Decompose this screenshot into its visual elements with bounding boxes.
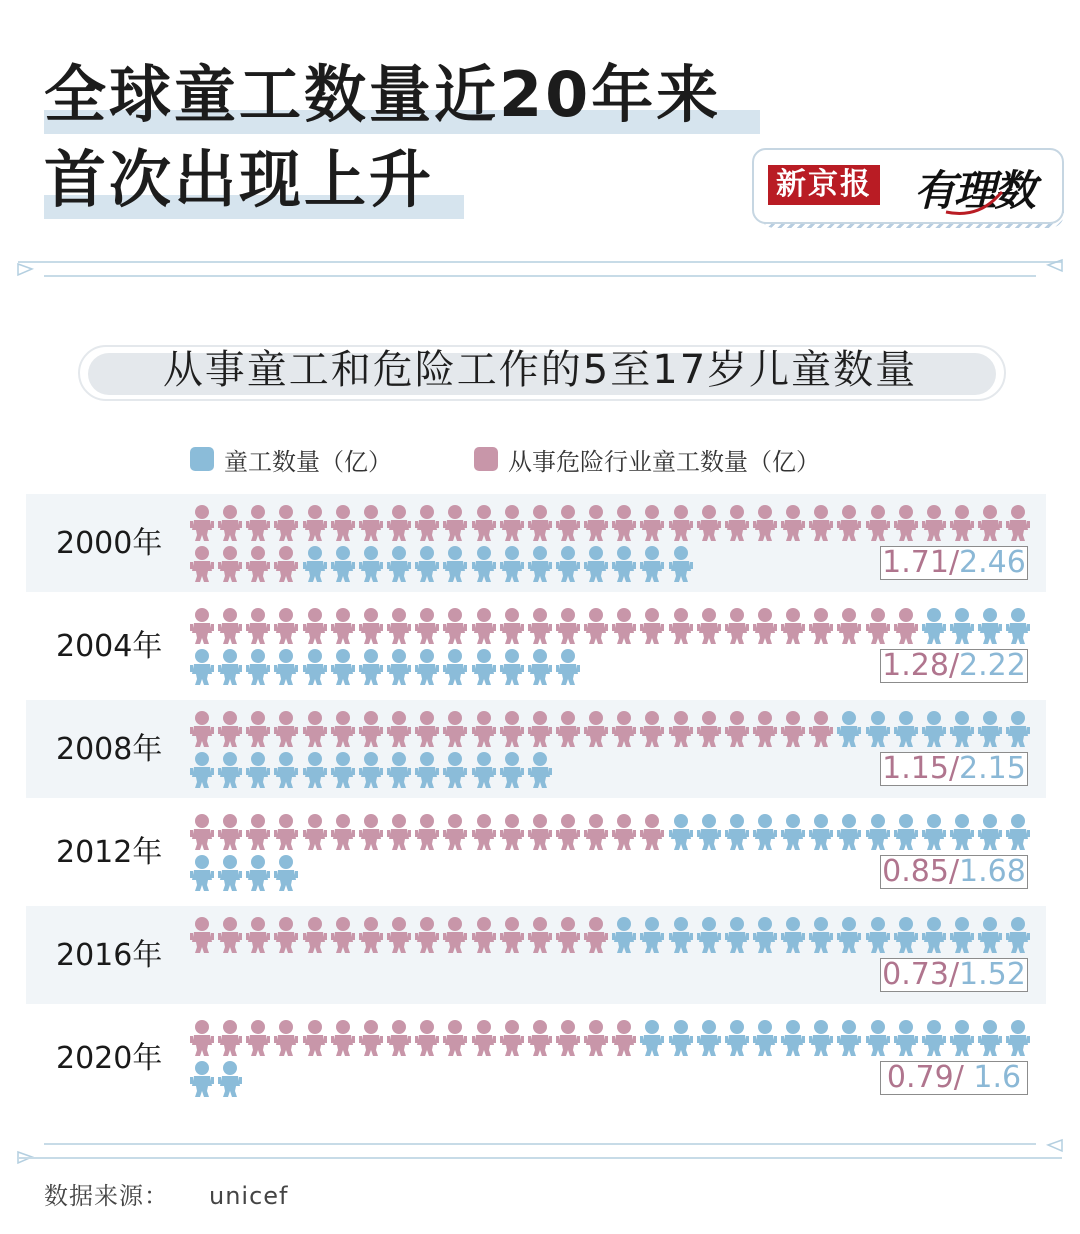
hazardous-child-figure-icon [612,710,636,748]
hazardous-child-figure-icon [809,607,833,645]
hazardous-child-figure-icon [218,545,242,583]
child-labour-figure-icon [443,545,467,583]
hazardous-child-figure-icon [443,813,467,851]
hazardous-child-figure-icon [528,1019,552,1057]
hazardous-child-figure-icon [274,813,298,851]
year-label: 2004年 [56,629,163,664]
hazardous-child-figure-icon [500,1019,524,1057]
total-value: 1.52 [959,957,1026,992]
child-labour-figure-icon [303,751,327,789]
child-labour-figure-icon [556,545,580,583]
hazardous-child-figure-icon [359,1019,383,1057]
child-labour-figure-icon [472,751,496,789]
hazardous-child-figure-icon [415,1019,439,1057]
hazardous-child-figure-icon [472,1019,496,1057]
child-labour-figure-icon [866,710,890,748]
hazardous-child-figure-icon [218,504,242,542]
hazardous-child-figure-icon [753,607,777,645]
child-labour-figure-icon [218,751,242,789]
hazardous-child-figure-icon [331,813,355,851]
hazardous-child-figure-icon [331,504,355,542]
hazardous-child-figure-icon [331,916,355,954]
hazardous-child-figure-icon [612,813,636,851]
hazardous-child-figure-icon [500,504,524,542]
legend-item-hazardous [474,442,820,476]
hazardous-child-figure-icon [669,504,693,542]
hazardous-child-figure-icon [190,916,214,954]
value-label-box [880,546,1028,580]
child-labour-figure-icon [528,545,552,583]
hazardous-child-figure-icon [500,710,524,748]
value-separator: / [948,545,960,580]
child-labour-figure-icon [218,854,242,892]
hazardous-child-figure-icon [528,607,552,645]
hazardous-child-figure-icon [753,504,777,542]
source-value: unicef [209,1182,289,1210]
child-labour-figure-icon [753,813,777,851]
child-labour-figure-icon [274,751,298,789]
hazardous-child-figure-icon [274,916,298,954]
hazardous-child-figure-icon [190,813,214,851]
child-labour-figure-icon [894,916,918,954]
child-labour-figure-icon [612,916,636,954]
child-labour-figure-icon [218,1060,242,1098]
hazardous-child-figure-icon [415,916,439,954]
child-labour-figure-icon [950,607,974,645]
child-labour-figure-icon [556,648,580,686]
child-labour-figure-icon [584,545,608,583]
child-labour-figure-icon [978,607,1002,645]
child-labour-figure-icon [415,751,439,789]
child-labour-figure-icon [669,1019,693,1057]
hazardous-child-figure-icon [443,710,467,748]
year-label: 2008年 [56,732,163,767]
legend-swatch-pink [474,447,498,471]
hazardous-child-figure-icon [1006,504,1030,542]
child-labour-figure-icon [415,648,439,686]
value-separator: / [948,957,960,992]
bottom-divider [0,1136,1080,1166]
hazardous-child-figure-icon [894,607,918,645]
hazardous-value: 1.28 [882,648,949,683]
child-labour-figure-icon [190,751,214,789]
hazardous-child-figure-icon [697,504,721,542]
value-label-box [880,649,1028,683]
hazardous-child-figure-icon [303,710,327,748]
child-labour-figure-icon [753,916,777,954]
hazardous-child-figure-icon [922,504,946,542]
hazardous-child-figure-icon [472,813,496,851]
hazardous-child-figure-icon [218,710,242,748]
hazardous-child-figure-icon [640,710,664,748]
hazardous-child-figure-icon [303,813,327,851]
hazardous-child-figure-icon [443,1019,467,1057]
hazardous-child-figure-icon [359,710,383,748]
hazardous-child-figure-icon [950,504,974,542]
hazardous-child-figure-icon [556,916,580,954]
value-separator: / [953,1060,964,1095]
hazardous-child-figure-icon [528,710,552,748]
hazardous-child-figure-icon [584,813,608,851]
hazardous-child-figure-icon [190,545,214,583]
hazardous-value: 0.73 [882,957,949,992]
hazardous-child-figure-icon [612,607,636,645]
hazardous-child-figure-icon [303,607,327,645]
value-label-box [880,958,1028,992]
legend-item-child-labour [190,442,392,476]
child-labour-figure-icon [697,1019,721,1057]
year-label: 2016年 [56,938,163,973]
hazardous-child-figure-icon [556,1019,580,1057]
hazardous-child-figure-icon [725,607,749,645]
child-labour-figure-icon [331,751,355,789]
child-labour-figure-icon [894,1019,918,1057]
child-labour-figure-icon [218,648,242,686]
logo-sub-text: 有理数 [914,166,1035,215]
child-labour-figure-icon [725,1019,749,1057]
child-labour-figure-icon [922,607,946,645]
child-labour-figure-icon [950,710,974,748]
hazardous-child-figure-icon [781,607,805,645]
child-labour-figure-icon [837,710,861,748]
total-value: 2.46 [959,545,1026,580]
top-divider [0,258,1080,288]
year-label: 2020年 [56,1041,163,1076]
hazardous-child-figure-icon [443,504,467,542]
child-labour-figure-icon [331,545,355,583]
child-labour-figure-icon [500,648,524,686]
child-labour-figure-icon [387,648,411,686]
hazardous-child-figure-icon [584,504,608,542]
child-labour-figure-icon [697,916,721,954]
hazardous-child-figure-icon [331,710,355,748]
child-labour-figure-icon [837,1019,861,1057]
total-value: 1.68 [959,854,1026,889]
child-labour-figure-icon [190,1060,214,1098]
hazardous-child-figure-icon [697,710,721,748]
child-labour-figure-icon [669,813,693,851]
hazardous-child-figure-icon [472,916,496,954]
hazardous-child-figure-icon [753,710,777,748]
hazardous-child-figure-icon [556,607,580,645]
child-labour-figure-icon [274,648,298,686]
hazardous-value: 0.85 [882,854,949,889]
child-labour-figure-icon [640,916,664,954]
value-separator: / [948,751,960,786]
child-labour-figure-icon [190,854,214,892]
child-labour-figure-icon [303,648,327,686]
hazardous-child-figure-icon [894,504,918,542]
child-labour-figure-icon [387,545,411,583]
hazardous-child-figure-icon [781,504,805,542]
hazardous-child-figure-icon [837,504,861,542]
child-labour-figure-icon [950,813,974,851]
year-label: 2000年 [56,526,163,561]
hazardous-child-figure-icon [274,710,298,748]
hazardous-child-figure-icon [697,607,721,645]
child-labour-figure-icon [246,648,270,686]
child-labour-figure-icon [669,916,693,954]
brand-logo [752,148,1064,224]
child-labour-figure-icon [809,813,833,851]
hazardous-child-figure-icon [837,607,861,645]
hazardous-child-figure-icon [866,607,890,645]
child-labour-figure-icon [922,1019,946,1057]
source-label: 数据来源： [44,1182,169,1210]
hazardous-value: 0.79 [886,1060,954,1095]
child-labour-figure-icon [866,916,890,954]
child-labour-figure-icon [1006,607,1030,645]
child-labour-figure-icon [669,545,693,583]
hazardous-child-figure-icon [415,504,439,542]
child-labour-figure-icon [781,813,805,851]
child-labour-figure-icon [697,813,721,851]
child-labour-figure-icon [950,916,974,954]
child-labour-figure-icon [866,813,890,851]
child-labour-figure-icon [894,813,918,851]
child-labour-figure-icon [978,1019,1002,1057]
child-labour-figure-icon [500,751,524,789]
logo-brand-text: 新京报 [768,165,880,205]
hazardous-child-figure-icon [303,504,327,542]
year-label: 2012年 [56,835,163,870]
hazardous-child-figure-icon [725,504,749,542]
hazardous-child-figure-icon [809,504,833,542]
hazardous-child-figure-icon [190,607,214,645]
hazardous-child-figure-icon [472,607,496,645]
child-labour-figure-icon [359,648,383,686]
child-labour-figure-icon [303,545,327,583]
hazardous-child-figure-icon [331,1019,355,1057]
hazardous-child-figure-icon [472,504,496,542]
child-labour-figure-icon [781,916,805,954]
child-labour-figure-icon [359,545,383,583]
child-labour-figure-icon [922,710,946,748]
value-separator: / [948,648,960,683]
hazardous-child-figure-icon [725,710,749,748]
child-labour-figure-icon [1006,813,1030,851]
child-labour-figure-icon [443,751,467,789]
hazardous-child-figure-icon [640,607,664,645]
hazardous-child-figure-icon [218,916,242,954]
child-labour-figure-icon [1006,710,1030,748]
hazardous-child-figure-icon [612,504,636,542]
hazardous-child-figure-icon [190,1019,214,1057]
hazardous-value: 1.15 [882,751,949,786]
hazardous-child-figure-icon [584,607,608,645]
child-labour-figure-icon [922,916,946,954]
hazardous-child-figure-icon [584,916,608,954]
child-labour-figure-icon [781,1019,805,1057]
hazardous-child-figure-icon [303,1019,327,1057]
hazardous-child-figure-icon [669,710,693,748]
total-value: 2.15 [959,751,1026,786]
child-labour-figure-icon [472,648,496,686]
hazardous-child-figure-icon [246,1019,270,1057]
hazardous-child-figure-icon [218,1019,242,1057]
legend-swatch-blue [190,447,214,471]
hazardous-child-figure-icon [781,710,805,748]
hazardous-child-figure-icon [190,504,214,542]
child-labour-figure-icon [978,916,1002,954]
page-title-line-1 [44,60,721,130]
hazardous-child-figure-icon [274,504,298,542]
hazardous-child-figure-icon [528,916,552,954]
hazardous-child-figure-icon [584,1019,608,1057]
hazardous-child-figure-icon [556,813,580,851]
value-label-box [880,855,1028,889]
total-value: 2.22 [959,648,1026,683]
hazardous-child-figure-icon [978,504,1002,542]
hazardous-child-figure-icon [387,504,411,542]
child-labour-figure-icon [725,813,749,851]
hazardous-child-figure-icon [612,1019,636,1057]
child-labour-figure-icon [640,1019,664,1057]
child-labour-figure-icon [528,648,552,686]
hazardous-child-figure-icon [246,545,270,583]
hazardous-child-figure-icon [500,607,524,645]
child-labour-figure-icon [978,710,1002,748]
data-source [44,1176,289,1211]
child-labour-figure-icon [1006,1019,1030,1057]
hazardous-child-figure-icon [274,545,298,583]
child-labour-figure-icon [359,751,383,789]
hazardous-child-figure-icon [500,916,524,954]
child-labour-figure-icon [246,751,270,789]
child-labour-figure-icon [274,854,298,892]
hazardous-child-figure-icon [331,607,355,645]
child-labour-figure-icon [837,813,861,851]
hazardous-child-figure-icon [274,1019,298,1057]
hazardous-child-figure-icon [387,1019,411,1057]
hazardous-child-figure-icon [246,607,270,645]
hazardous-child-figure-icon [443,916,467,954]
legend-label: 童工数量（亿） [224,447,392,476]
child-labour-figure-icon [500,545,524,583]
value-separator: / [948,854,960,889]
hazardous-child-figure-icon [387,607,411,645]
hazardous-child-figure-icon [246,813,270,851]
hazardous-child-figure-icon [303,916,327,954]
hazardous-child-figure-icon [415,607,439,645]
hazardous-child-figure-icon [584,710,608,748]
hazardous-child-figure-icon [359,813,383,851]
total-value: 1.6 [963,1060,1022,1095]
hazardous-child-figure-icon [556,710,580,748]
hazardous-child-figure-icon [190,710,214,748]
child-labour-figure-icon [978,813,1002,851]
title-line-2-text: 首次出现上升 [44,143,435,216]
hazardous-child-figure-icon [640,813,664,851]
logo-swoosh-icon [944,188,1024,218]
hazardous-child-figure-icon [359,916,383,954]
hazardous-child-figure-icon [528,813,552,851]
legend-label: 从事危险行业童工数量（亿） [508,447,820,476]
child-labour-figure-icon [246,854,270,892]
child-labour-figure-icon [331,648,355,686]
child-labour-figure-icon [528,751,552,789]
hazardous-child-figure-icon [528,504,552,542]
child-labour-figure-icon [809,916,833,954]
child-labour-figure-icon [866,1019,890,1057]
child-labour-figure-icon [612,545,636,583]
child-labour-figure-icon [753,1019,777,1057]
hazardous-child-figure-icon [387,916,411,954]
hazardous-child-figure-icon [556,504,580,542]
child-labour-figure-icon [415,545,439,583]
child-labour-figure-icon [190,648,214,686]
hazardous-child-figure-icon [415,710,439,748]
hazardous-child-figure-icon [359,504,383,542]
hazardous-child-figure-icon [669,607,693,645]
child-labour-figure-icon [809,1019,833,1057]
hazardous-child-figure-icon [218,813,242,851]
hazardous-child-figure-icon [359,607,383,645]
hazardous-child-figure-icon [866,504,890,542]
hazardous-child-figure-icon [246,504,270,542]
page-title-line-2 [44,145,434,215]
hazardous-child-figure-icon [472,710,496,748]
hazardous-child-figure-icon [246,710,270,748]
hazardous-child-figure-icon [415,813,439,851]
title-line-1-text: 全球童工数量近20年来 [44,58,722,131]
hazardous-value: 1.71 [882,545,949,580]
hazardous-child-figure-icon [809,710,833,748]
value-label-box [880,1061,1028,1095]
hazardous-child-figure-icon [246,916,270,954]
child-labour-figure-icon [837,916,861,954]
chart-title: 从事童工和危险工作的5至17岁儿童数量 [162,347,918,393]
hazardous-child-figure-icon [640,504,664,542]
value-label-box [880,752,1028,786]
child-labour-figure-icon [894,710,918,748]
hazardous-child-figure-icon [443,607,467,645]
child-labour-figure-icon [725,916,749,954]
child-labour-figure-icon [950,1019,974,1057]
hazardous-child-figure-icon [274,607,298,645]
child-labour-figure-icon [1006,916,1030,954]
child-labour-figure-icon [922,813,946,851]
child-labour-figure-icon [387,751,411,789]
child-labour-figure-icon [640,545,664,583]
hazardous-child-figure-icon [218,607,242,645]
child-labour-figure-icon [443,648,467,686]
child-labour-figure-icon [472,545,496,583]
hazardous-child-figure-icon [387,813,411,851]
hazardous-child-figure-icon [500,813,524,851]
hazardous-child-figure-icon [387,710,411,748]
